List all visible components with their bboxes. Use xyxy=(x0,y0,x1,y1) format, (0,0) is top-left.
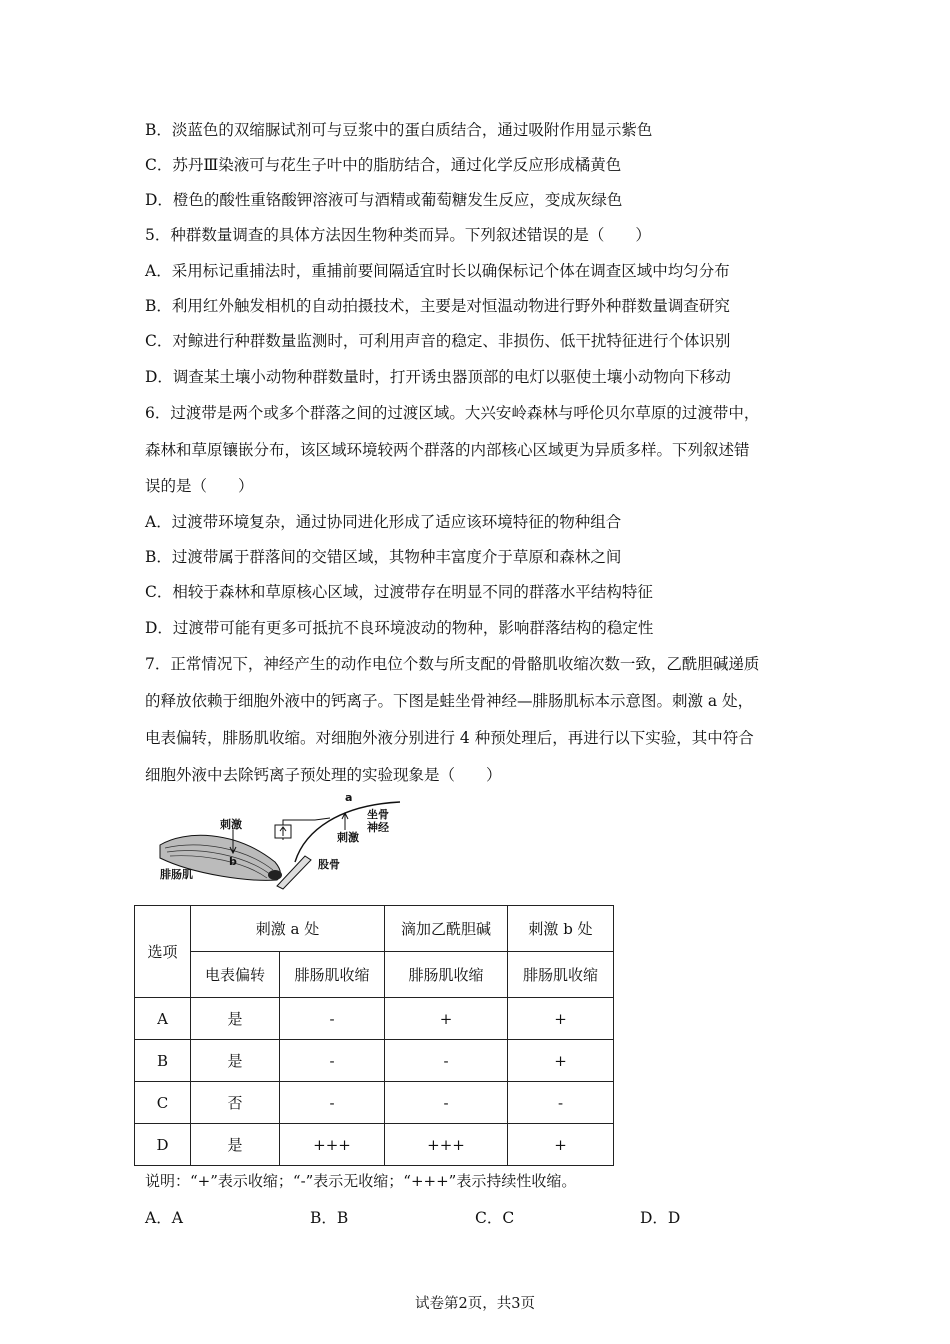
cell-meter: 否 xyxy=(191,1082,280,1124)
cell-contract-b: + xyxy=(508,1040,614,1082)
text-line: C．对鲸进行种群数量监测时，可利用声音的稳定、非损伤、低干扰特征进行个体识别 xyxy=(145,332,731,350)
header-acetylcholine: 滴加乙酰胆碱 xyxy=(385,906,508,952)
femur-bone xyxy=(277,856,311,889)
text-line: 5．种群数量调查的具体方法因生物种类而异。下列叙述错误的是（ ） xyxy=(145,226,651,244)
cell-meter: 是 xyxy=(191,1040,280,1082)
text-line: A．过渡带环境复杂，通过协同进化形成了适应该环境特征的物种组合 xyxy=(145,513,622,531)
subheader-contraction: 腓肠肌收缩 xyxy=(280,952,385,998)
table-note: 说明：“+”表示收缩；“-”表示无收缩；“+++”表示持续性收缩。 xyxy=(145,1172,577,1190)
cell-option: B xyxy=(135,1040,191,1082)
label-stimulus-b: 刺激 xyxy=(220,818,242,831)
text-line: 7．正常情况下，神经产生的动作电位个数与所支配的骨骼肌收缩次数一致，乙酰胆碱递质 xyxy=(145,655,760,673)
cell-option: A xyxy=(135,998,191,1040)
subheader-contraction: 腓肠肌收缩 xyxy=(508,952,614,998)
nerve-muscle-diagram xyxy=(155,790,405,890)
cell-contract-a: - xyxy=(280,1040,385,1082)
cell-option: D xyxy=(135,1124,191,1166)
label-b: b xyxy=(229,855,237,868)
header-stimulus-b: 刺激 b 处 xyxy=(508,906,614,952)
cell-contract-ach: + xyxy=(385,998,508,1040)
table-row xyxy=(135,998,614,1040)
text-line: A．采用标记重捕法时，重捕前要间隔适宜时长以确保标记个体在调查区域中均匀分布 xyxy=(145,262,730,280)
text-line: 电表偏转，腓肠肌收缩。对细胞外液分别进行 4 种预处理后，再进行以下实验，其中符合 xyxy=(145,729,754,747)
cell-contract-a: - xyxy=(280,998,385,1040)
header-option: 选项 xyxy=(135,906,191,998)
label-a: a xyxy=(345,791,353,804)
cell-meter: 是 xyxy=(191,1124,280,1166)
text-line: C．苏丹Ⅲ染液可与花生子叶中的脂肪结合，通过化学反应形成橘黄色 xyxy=(145,156,622,174)
cell-contract-a: - xyxy=(280,1082,385,1124)
cell-option: C xyxy=(135,1082,191,1124)
cell-contract-ach: - xyxy=(385,1040,508,1082)
cell-contract-ach: +++ xyxy=(385,1124,508,1166)
results-table xyxy=(134,905,614,1166)
text-line: 的释放依赖于细胞外液中的钙离子。下图是蛙坐骨神经—腓肠肌标本示意图。刺激 a 处， xyxy=(145,692,754,710)
cell-contract-b: + xyxy=(508,1124,614,1166)
text-line: D．调查某土壤小动物种群数量时，打开诱虫器顶部的电灯以驱使土壤小动物向下移动 xyxy=(145,368,731,386)
subheader-meter: 电表偏转 xyxy=(191,952,280,998)
subheader-contraction: 腓肠肌收缩 xyxy=(385,952,508,998)
muscle-tendon xyxy=(268,870,282,880)
text-line: B．过渡带属于群落间的交错区域，其物种丰富度介于草原和森林之间 xyxy=(145,548,622,566)
table-row xyxy=(135,1124,614,1166)
label-femur: 股骨 xyxy=(318,858,340,871)
cell-contract-b: + xyxy=(508,998,614,1040)
page-footer: 试卷第2页，共3页 xyxy=(415,1296,535,1312)
answer-option-d: D．D xyxy=(640,1209,681,1227)
answer-option-a: A．A xyxy=(145,1209,183,1227)
cell-contract-ach: - xyxy=(385,1082,508,1124)
text-line: B．利用红外触发相机的自动拍摄技术，主要是对恒温动物进行野外种群数量调查研究 xyxy=(145,297,730,315)
text-line: C．相较于森林和草原核心区域，过渡带存在明显不同的群落水平结构特征 xyxy=(145,583,653,601)
label-nerve-2: 神经 xyxy=(367,821,389,834)
label-nerve-1: 坐骨 xyxy=(367,808,389,821)
label-muscle: 腓肠肌 xyxy=(160,868,193,881)
answer-option-b: B．B xyxy=(310,1209,349,1227)
answer-option-c: C．C xyxy=(475,1209,515,1227)
cell-contract-b: - xyxy=(508,1082,614,1124)
cell-meter: 是 xyxy=(191,998,280,1040)
text-line: D．过渡带可能有更多可抵抗不良环境波动的物种，影响群落结构的稳定性 xyxy=(145,619,654,637)
text-line: D．橙色的酸性重铬酸钾溶液可与酒精或葡萄糖发生反应，变成灰绿色 xyxy=(145,191,623,209)
header-stimulus-a: 刺激 a 处 xyxy=(191,906,385,952)
label-stimulus-a: 刺激 xyxy=(337,831,359,844)
table-row xyxy=(135,1040,614,1082)
text-line: B．淡蓝色的双缩脲试剂可与豆浆中的蛋白质结合，通过吸附作用显示紫色 xyxy=(145,121,653,139)
cell-contract-a: +++ xyxy=(280,1124,385,1166)
text-line: 误的是（ ） xyxy=(145,477,254,495)
text-line: 6．过渡带是两个或多个群落之间的过渡区域。大兴安岭森林与呼伦贝尔草原的过渡带中， xyxy=(145,404,760,422)
text-line: 细胞外液中去除钙离子预处理的实验现象是（ ） xyxy=(145,766,502,784)
text-line: 森林和草原镶嵌分布，该区域环境较两个群落的内部核心区域更为异质多样。下列叙述错 xyxy=(145,441,750,459)
table-row xyxy=(135,1082,614,1124)
